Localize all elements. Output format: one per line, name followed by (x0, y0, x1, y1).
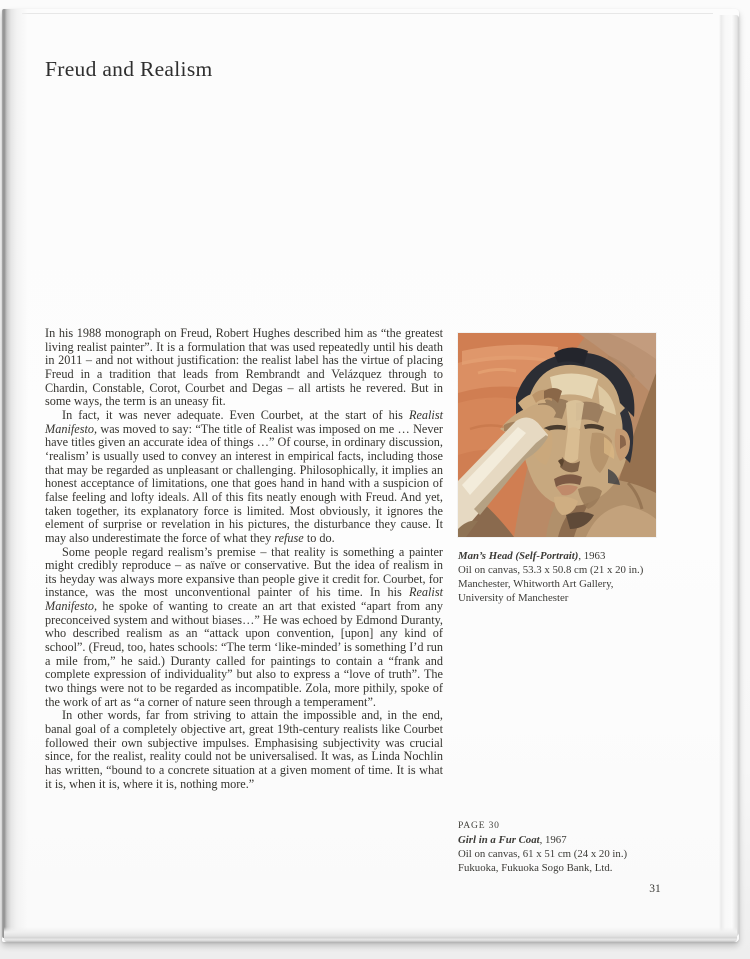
reference-page-label: PAGE 30 (458, 820, 500, 831)
reference-year: , 1967 (539, 834, 567, 846)
italic-text: Realist Manifesto, (45, 585, 443, 614)
text-segment: was moved to say: “The title of Realist was imposed on me … Never have titles given an accurate idea of things …” Of course, in ordinary discussion, ‘realism’ is usually used to convey an interest in empirical facts, including those that may be regarded as unpleasant or challenging. Philosophically, it implies an honest acceptance of limitations, one that goes hand in hand with a suspicion of false feeling and lofty ideals. All of this fits neatly enough with Freud. And yet, taken together, its explanatory force is limited. Most obviously, it ignores the element of surprise or revelation in his pictures, the disturbance they cause. It may also underestimate the force of what they (45, 421, 443, 545)
figure-caption-line: Manchester, Whitworth Art Gallery, (458, 578, 614, 590)
body-text (45, 327, 443, 791)
cover-right-edge (719, 15, 739, 936)
italic-text: Realist Manifesto, (45, 407, 443, 436)
binding-crease (2, 9, 28, 938)
reference-title-line (458, 833, 673, 847)
text-segment: In other words, far from striving to attain the impossible and, in the end, banal goal of a completely objective art, great 19th-century realists like Courbet followed their own subjective impulses. Emphasising subjectivity was crucial since, for the realist, reality could not be universalised. It was, as Linda Nochlin has written, “bound to a concrete situation at a given moment of time. It is what it is, when it is, where it is, nothing more.” (45, 708, 443, 791)
figure-title: Man’s Head (Self-Portrait) (458, 550, 579, 562)
italic-text: refuse (274, 530, 304, 545)
text-segment: In his 1988 monograph on Freud, Robert Hughes described him as “the greatest living realist painter”. It is a formulation that was used repeatedly until his death in 2011 – and not without justification: the realist label has the virtue of placing Freud in a tradition that leads from Rembrandt and Velázquez through to Chardin, Constable, Corot, Courbet and Degas – all artists he revered. But in some ways, the term is an uneasy fit. (45, 326, 443, 409)
figure-caption-line: University of Manchester (458, 592, 569, 604)
text-segment: to do. (303, 530, 335, 545)
figure-caption (458, 549, 673, 605)
reference-caption-line: Oil on canvas, 61 x 51 cm (24 x 20 in.) (458, 848, 628, 860)
body-paragraph (45, 409, 443, 546)
body-paragraph (45, 327, 443, 409)
reference-caption (458, 819, 673, 875)
text-segment: Some people regard realism’s premise – that reality is something a painter might credibly reproduce – as naïve or conservative. But the idea of realism in its heyday was always more expansive than people give it credit for. Courbet, for instance, was the most unconventional painter of his time. In his (45, 544, 443, 600)
text-segment: he spoke of wanting to create an art that existed “apart from any preconceived system and without biases…” He was echoed by Edmond Duranty, who described realism as an “attack upon convention, [upon] any kind of school”. (Freud, too, hates schools: “The term ‘like-minded’ is something I’d run a mile from,” he said.) Duranty called for paintings to contain a “frank and complete expression of individuality” but also to express a “love of truth”. The two things were not to be regarded as incompatible. Zola, more pithily, spoke of the work of art as “a corner of nature seen through a temperament”. (45, 599, 443, 709)
figure-caption-line: Oil on canvas, 53.3 x 50.8 cm (21 x 20 in.) (458, 564, 644, 576)
reference-title: Girl in a Fur Coat (458, 834, 540, 846)
chapter-title: Freud and Realism (45, 57, 213, 81)
mans-head-painting-image (458, 333, 656, 537)
painting-svg (458, 333, 656, 537)
page-top-edge (22, 13, 713, 14)
page-stack-bottom-edge (4, 927, 737, 942)
body-paragraph (45, 546, 443, 710)
reference-caption-line: Fukuoka, Fukuoka Sogo Bank, Ltd. (458, 862, 613, 874)
page-number: 31 (649, 883, 661, 895)
figure-year: , 1963 (578, 550, 606, 562)
text-segment: In fact, it was never adequate. Even Courbet, at the start of his (62, 407, 409, 422)
figure-caption-title-line (458, 549, 673, 563)
body-paragraph (45, 709, 443, 791)
